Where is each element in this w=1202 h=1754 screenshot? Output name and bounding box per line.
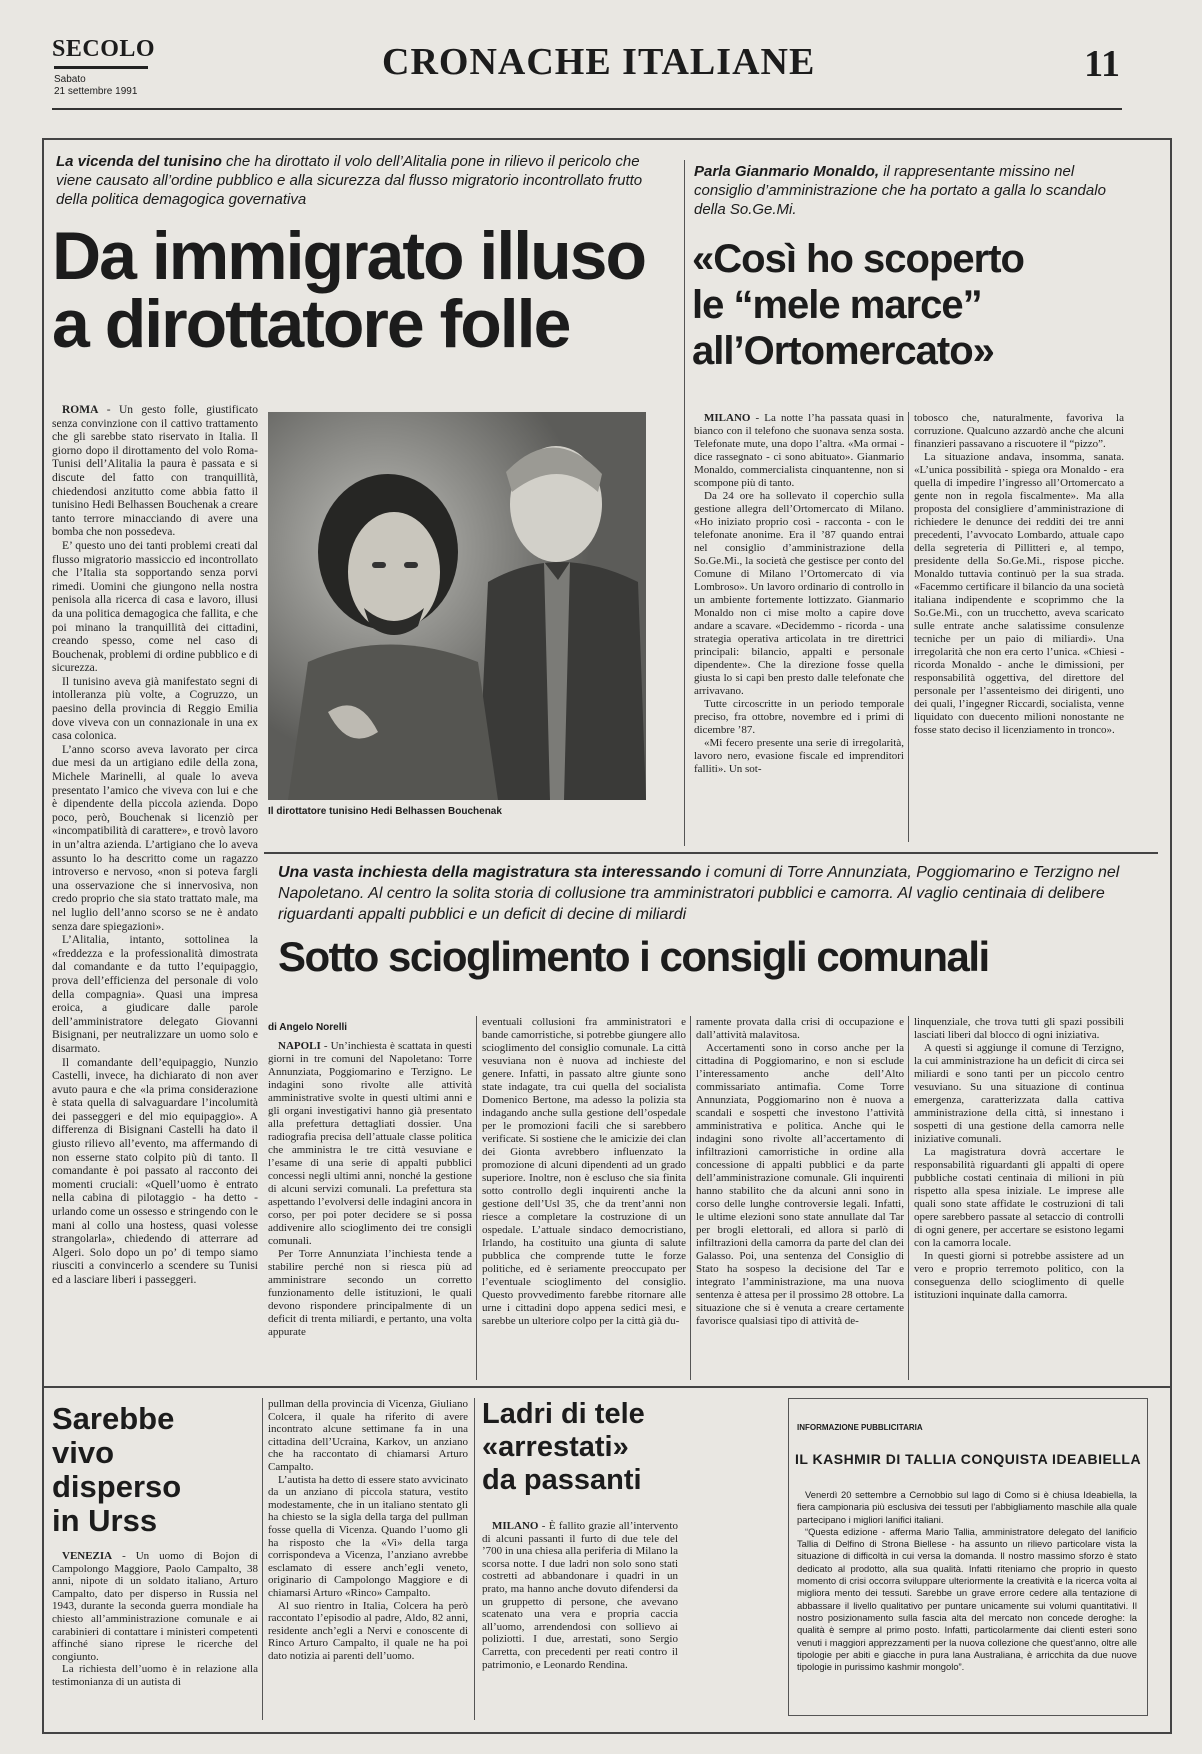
councils-kicker [278,862,1128,925]
sogemi-kicker-text: il rappresentante missino nel consiglio d’amministrazione che ha portato a galla lo scandalo della So.Ge.Mi. [694,163,1106,218]
councils-paragraph: Per Torre Annunziata l’inchiesta tende a stabilire perché non si riesca più ad amministrare secondo un corretto funzionamento delle istituzioni, le quali devono rispondere principalmente di un deficit di trenta miliardi, e pertanto, una volta appurate [268,1248,472,1338]
sogemi-paragraph: - La notte l’ha passata quasi in bianco con il telefono che suonava senza sosta. Telefonate mute, una dopo l’altra. «Ma ormai - dice rassegnato - ci sono abituato». Gianmario Monaldo, commercialista cinquantenne, non si scompone più di tanto. [694,412,904,489]
publication-full-date: 21 settembre 1991 [54,86,138,97]
thieves-headline [482,1398,645,1497]
sogemi-dateline: MILANO [704,412,751,424]
councils-body-col4 [914,1016,1124,1380]
hijack-headline [52,218,645,362]
hijacker-photo-image [268,412,646,800]
urss-headline-line3: disperso [52,1469,182,1504]
councils-column-divider [476,1016,477,1380]
urss-paragraph: La richiesta dell’uomo è in relazione alla testimonianza di un autista di [52,1663,258,1688]
councils-column-divider [908,1016,909,1380]
sogemi-paragraph: tobosco che, naturalmente, favoriva la corruzione. Qualcuno azzardò anche che alcuni finanzieri passavano a riscuotere il “pizzo”. [914,412,1124,450]
councils-paragraph: Accertamenti sono in corso anche per la cittadina di Poggiomarino, e non si esclude l’interessamento anche dell’Alto commissariato antimafia. Come Torre Annunziata, Poggiomarino non è nuova a scandali e sospetti che investono l’attività amministrativa e politica. Anche qui le indagini sono rivolte all’accertamento di infiltrazioni camorristiche in ordine alla concessione di appalti pubblici e da parte dell’amministrazione comunale. Gli inquirenti hanno stabilito che da alcuni anni sono in corso delle lunghe controversie legali. Infatti, le ultime elezioni sono state annullate dal Tar per brogli elettorali, ed allora si parlò di infiltrazioni della camorra da parte del clan dei Galasso. Poi, una sentenza del Consiglio di Stato ha sospeso la decisione del Tar e integrato l’amministrazione, ma una nuova sentenza è attesa per il prossimo 28 ottobre. La situazione che si è venuta a creare certamente favorisce qualsiasi tipo di attività de- [696,1042,904,1327]
thieves-body [482,1520,678,1720]
urss-body-col1 [52,1550,258,1720]
hijack-paragraph: Il tunisino aveva già manifestato segni di intolleranza più volte, a Cogruzzo, un paesino della provincia di Reggio Emilia dove viveva con un connazionale in una ex casa colonica. [52,675,258,743]
councils-paragraph: ramente provata dalla crisi di occupazione e dall’attività malavitosa. [696,1016,904,1041]
sogemi-paragraph: Tutte circoscritte in un periodo temporale preciso, fra ottobre, novembre ed i primi di dicembre ’87. [694,698,904,736]
urss-dateline: VENEZIA [62,1550,113,1562]
urss-headline [52,1402,181,1538]
page-number: 11 [1084,43,1120,85]
thieves-headline-line3: da passanti [482,1464,642,1496]
councils-paragraph: La magistratura dovrà accertare le responsabilità riguardanti gli appalti di opere pubbliche costati centinaia di milioni in più rispetto alla spesa iniziale. Le imprese alle quali sono state affidate le costruzioni di tali opere sarebbero passate al setaccio di controlli di ogni genere, per accertare se esistono legami con la camorra locale. [914,1146,1124,1249]
section-title: CRONACHE ITALIANE [382,41,816,83]
masthead-rule [52,108,1122,110]
hijack-paragraph: L’Alitalia, intanto, sottolinea la «freddezza e la professionalità dimostrata dal comandante e da tutto l’equipaggio, prova dell’efficienza del personale di volo della compagnia». Quasi una impresa eroica, a giudicare dalle parole dell’amministratore delegato Giovanni Bisignani, per neutralizzare un uomo solo e disarmato. [52,934,258,1055]
councils-kicker-text: i comuni di Torre Annunziata, Poggiomarino e Terzigno nel Napoletano. Al centro la solita storia di collusione tra amministratori pubblici e camorra. Al vaglio centinaia di delibere riguardanti appalti pubblici e un deficit di decine di miliardi [278,864,1120,923]
hijack-paragraph: L’anno scorso aveva lavorato per circa due mesi da un artigiano edile della zona, Michele Marinelli, al quale lo aveva presentato l’amico che viveva con lui e che è dipendente della piccola azienda. Dopo poco, però, Bouchenak si licenziò per «incompatibilità di carattere», e trovò lavoro in un’altra azienda. L’artigiano che lo aveva assunto lo ha descritto come un ragazzo introverso e nervoso, «non si poteva fargli una osservazione che si innervosiva, non credo proprio che sia stato trattato male, ma nel luglio dell’anno scorso se ne è andato senza dare spiegazioni». [52,743,258,933]
hijack-paragraph: - Un gesto folle, giustificato senza convinzione con il cattivo trattamento che gli sarebbe stato riservato in Italia. Il giorno dopo il dirottamento del volo Roma-Tunisi dell’Alitalia la paura è passata e si discute del fatto con tranquillità, chiedendosi anzitutto come abbia fatto il tunisino Hedi Belhassen Bouchenak a creare tanto terrore minacciando di avere una bomba che non possedeva. [52,404,258,539]
urss-paragraph: L’autista ha detto di essere stato avvicinato da un anziano di piccola statura, vestito modestamente, che in un italiano stentato gli ha chiesto se la sigla della targa del pullman fosse quella di Vicenza. Quando l’uomo gli ha risposto che la «Vi» della targa corrispondeva a Vicenza, l’anziano avrebbe esclamato di essere anch’egli veneto, originario di Campolongo Maggiore e di chiamarsi Arturo «Rinco» Campalto. [268,1473,468,1599]
sogemi-paragraph: Da 24 ore ha sollevato il coperchio sulla gestione allegra dell’Ortomercato di Milano. «Ho iniziato proprio così - racconta - con le telefonate anonime. Era il ’87 quando entrai nel consiglio d’amministrazione della So.Ge.Mi., la società che gestisce per conto del Comune di Milano l’Ortomercato di via Lombroso». Un lavoro ordinario di controllo in un ambiente fortemente lottizzato. Gianmario Monaldo non ci mise molto a capire dove andare a scavare. «Decidemmo - ricorda - una strategia operativa articolata in tre direttrici principali: bilancio, appalti e personale dipendente». Che la direzione fosse quella giusta lo si capì ben presto dalle telefonate che arrivavano. [694,490,904,697]
thieves-paragraph: - È fallito grazie all’intervento di alcuni passanti il furto di due tele del ’700 in una chiesa alla periferia di Milano la scorsa notte. I due ladri non solo sono stati costretti ad abbandonare i quadri in un prato, ma hanno anche dovuto difendersi da un gruppetto di persone, che avevano scatenato una vera e propria caccia all’uomo, arrendendosi con sollievo ai poliziotti. I due, arrestati, sono Sergio Carretta, con precedenti per reati contro il patrimonio, e Leonardo Rendina. [482,1520,678,1671]
sogemi-kicker [694,162,1124,219]
councils-paragraph: In questi giorni si potrebbe assistere ad un vero e proprio terremoto politico, con la conseguenza dello scioglimento di quelle istituzioni inquinate dalla camorra. [914,1250,1124,1301]
advertisement-paragraph: Venerdì 20 settembre a Cernobbio sul lago di Como si è chiusa Ideabiella, la fiera campionaria più esclusiva dei tessuti per l’abbigliamento maschile alla quale partecipano i migliori lanifici italiani. [797,1489,1137,1525]
logo-underline [54,66,148,69]
sogemi-body-col1 [694,412,904,842]
section-divider [264,852,1158,854]
hijack-kicker [56,152,656,209]
hijack-paragraph: E’ questo uno dei tanti problemi creati dal flusso migratorio massiccio ed incontrollato che l’Italia sta sopportando senza porvi rimedi. Uomini che giungono nella nostra penisola alla ricerca di casa e lavoro, illusi da una politica demagogica che fallita, e che poi minano la tranquillità dei cittadini, creando spesso, come nel caso di Bouchenak, problemi di ordine pubblico e di sicurezza. [52,539,258,675]
councils-paragraph: linquenziale, che trova tutti gli spazi possibili lasciati liberi dal blocco di ogni iniziativa. [914,1016,1124,1041]
urss-column-divider [262,1398,263,1720]
hijack-paragraph: Il comandante dell’equipaggio, Nunzio Castelli, invece, ha dichiarato di non aver avuto paura e che «la prima considerazione è stata quella di salvaguardare l’incolumità dei passeggeri e del mio equipaggio». A differenza di Bisignani Castelli ha dato il giusto rilievo all’evento, ma affermando di non esserne stato colpito più di tanto. Il comandante è poi passato al racconto dei momenti cruciali: «Quell’uomo è entrato nella cabina di pilotaggio - ha detto - urlando come un ossesso e stringendo con le mani al collo una hostess, quasi volesse strangolarla», chiedendo di atterrare ad Algeri. Solo dopo un po’ di tempo siamo riusciti a convincerlo a scendere su Tunisi ed a lasciare liberi i passeggeri. [52,1056,258,1286]
sogemi-headline-line2: le “mele marce” [692,283,982,327]
sogemi-kicker-lead: Parla Gianmario Monaldo, [694,163,880,180]
thieves-headline-line2: «arrestati» [482,1431,629,1463]
hijack-kicker-text: che ha dirottato il volo dell’Alitalia pone in rilievo il pericolo che viene causato all’ordine pubblico e alla sicurezza dal flusso migratorio incontrollato frutto della politica demagogica governativa [56,153,643,208]
councils-body-col3 [696,1016,904,1380]
urss-paragraph: - Un uomo di Bojon di Campolongo Maggiore, Paolo Campalto, 38 anni, nipote di un soldato italiano, Arturo Campalto, dato per disperso in Russia nel 1943, durante la seconda guerra mondiale ha chiesto all’amministrazione comunale e ai carabinieri di contattare i ministeri competenti affinché siano riprese le ricerche del congiunto. [52,1550,258,1663]
bottom-section-divider [42,1386,1172,1388]
sogemi-body-col2 [914,412,1124,842]
urss-headline-line4: in Urss [52,1503,158,1538]
sogemi-headline-line3: all’Ortomercato» [692,329,994,373]
column-divider [474,1398,475,1720]
sogemi-paragraph: «Mi fecero presente una serie di irregolarità, lavoro nero, evasione fiscale ed imprenditori falliti». Un sot- [694,737,904,775]
councils-paragraph: eventuali collusioni fra amministratori e bande camorristiche, si potrebbe giungere allo scioglimento del consiglio comunale. La città vesuviana non è nuova ad inchieste del genere. Infatti, in passato altre giunte sono state indagate, tra cui quella del socialista Domenico Bertone, ma adesso la polizia sta indagando anche sulla gestione dell’ospedale per le promozioni facili che si sarebbero verificate. Si sostiene che le amicizie dei clan dei Gionta avrebbero influenzato la promozione di alcuni dipendenti ad un grado superiore. Inoltre, non è escluso che sia finita sotto controllo degli inquirenti anche la gestione dell’Usl 35, che da trent’anni non riesce a completare la costruzione di un ospedale. L’attuale sindaco democristiano, Irlando, ha costituito una giunta di salute pubblica che comprende tutte le forze politiche, ed è seriamente preoccupato per l’eventuale scioglimento del consiglio. Questo provvedimento farebbe ritornare alle urne i cittadini dopo appena sedici mesi, e sarebbe un ulteriore colpo per la città già du- [482,1016,686,1327]
urss-headline-line1: Sarebbe [52,1401,175,1436]
hijacker-photo [268,412,646,800]
urss-headline-line2: vivo [52,1435,115,1470]
sogemi-headline [692,236,1024,374]
thieves-dateline: MILANO [492,1520,539,1532]
hijack-headline-line2: a dirottatore folle [52,286,570,362]
advertisement-box [788,1398,1148,1716]
advertisement-label: INFORMAZIONE PUBBLICITARIA [797,1423,923,1432]
councils-paragraph: A questi si aggiunge il comune di Terzigno, la cui amministrazione ha un deficit di circa sei miliardi e sono tanti per un piccolo centro vesuviano. Su una situazione di continua emergenza, caratterizzata dalla cattiva amministrazione della città, si innestano i sospetti di una gestione della camorra nelle iniziative comunali. [914,1042,1124,1145]
newspaper-logo: SECOLO [52,36,156,62]
councils-body-col2 [482,1016,686,1380]
councils-kicker-lead: Una vasta inchiesta della magistratura sta interessando [278,864,702,881]
urss-paragraph: Al suo rientro in Italia, Colcera ha però raccontato l’episodio al padre, Aldo, 82 anni, residente anch’egli a Nervi e conoscente di Rinco Arturo Campalto, il quale ne ha poi dato notizia ai parenti dell’uomo. [268,1599,468,1662]
hijack-body [52,404,258,1380]
masthead [52,30,1122,100]
councils-paragraph: - Un’inchiesta è scattata in questi giorni in tre comuni del Napoletano: Torre Annunziata, Poggiomarino e Terzigno. Le indagini sono rivolte alle attività amministrative svolte in questi ultimi anni e gli organi investigativi hanno già presentato alla prefettura dettagliati dossier. Una radiografia precisa dell’attuale classe politica che amministra le tre città vesuviane e l’esame di una serie di appalti pubblici concessi negli ultimi anni, nonché la gestione di alcuni servizi comunali. La prefettura sta aspettando l’evolversi delle indagini ancora in corso, per poi poter decidere se si possa addivenire allo scioglimento dei tre consigli comunali. [268,1040,472,1247]
photo-caption: Il dirottatore tunisino Hedi Belhassen Bouchenak [268,806,502,817]
hijack-headline-line1: Da immigrato illuso [52,218,645,294]
hijack-dateline: ROMA [62,404,99,416]
advertisement-title: IL KASHMIR DI TALLIA CONQUISTA IDEABIELLA [794,1451,1142,1467]
publication-day: Sabato [54,74,86,85]
urss-paragraph: pullman della provincia di Vicenza, Giuliano Colcera, il quale ha riferito di avere incontrato alcune settimane fa in una cittadina dell’Ucraina, Karkov, un anziano che ha raccontato di chiamarsi Arturo Campalto. [268,1398,468,1473]
councils-column-divider [690,1016,691,1380]
thieves-headline-line1: Ladri di tele [482,1398,645,1430]
advertisement-paragraph: “Questa edizione - afferma Mario Tallia, amministratore delegato del lanificio Tallia di Delfino di Strona Biellese - ha assunto un rilievo particolare vista la situazione di difficoltà in cui versa la domanda. Il nostro massimo sforzo è stato dedicato al prodotto, alla sua qualità. Infatti riteniamo che proprio in questo momento di crisi occorra sviluppare ulteriormente la creatività e la ricerca volta al migliora mento dei tessuti. Sarebbe un grave errore cedere alla tentazione di abbassare il livello qualitativo per puntare unicamente sui volumi quantitativi. Il nostro posizionamento sulla fascia alta del mercato non concede deroghe: la qualità è sempre al primo posto. Infatti, particolarmente dai clienti esteri sono venuti i maggiori apprezzamenti per la nuova collezione che quest’anno, oltre alle tipologie per abiti e giacche in pura lana Australiana, è arricchita da due nuove tipologie in purissimo kashmir mongolo”. [797,1525,1137,1673]
urss-body-col2 [268,1398,468,1720]
hijack-kicker-lead: La vicenda del tunisino [56,153,222,170]
advertisement-body [797,1489,1137,1709]
councils-headline: Sotto scioglimento i consigli comunali [278,933,989,980]
sogemi-headline-line1: «Così ho scoperto [692,237,1024,281]
councils-byline: di Angelo Norelli [268,1022,348,1033]
sogemi-column-divider [908,412,909,842]
councils-body-col1 [268,1040,472,1380]
councils-dateline: NAPOLI [278,1040,321,1052]
column-divider [684,160,685,846]
publication-date [54,74,137,98]
sogemi-paragraph: La situazione andava, insomma, sanata. «L’unica possibilità - spiega ora Monaldo - era quella di impedire l’ingresso all’Ortomercato a gente non in regola fiscalmente». Ma alla proposta del consigliere d’amministrazione di richiedere le denunce dei redditi dei tre anni precedenti, l’avvocato Lombardo, attuale capo della segreteria di Pillitteri e, al tempo, presidente della So.Ge.Mi., rispose picche. Monaldo tuttavia continuò per la sua strada. «Facemmo certificare il bilancio da una società italiana indipendente e scoprimmo che la So.Ge.Mi., con un trucchetto, aveva scaricato sulle entrate anche salatissime consulenze tecniche per un paio di miliardi». Una irregolarità che non era certo l’unica. «Chiesi - ricorda Monaldo - anche le dimissioni, per responsabilità oggettiva, del direttore del personale per l’assenteismo dei dirigenti, uno dei quali, l’ingegner Riccardi, socialista, venne liquidato con duecento milioni nonostante ne fosse stato deciso il licenziamento in tronco». [914,451,1124,736]
